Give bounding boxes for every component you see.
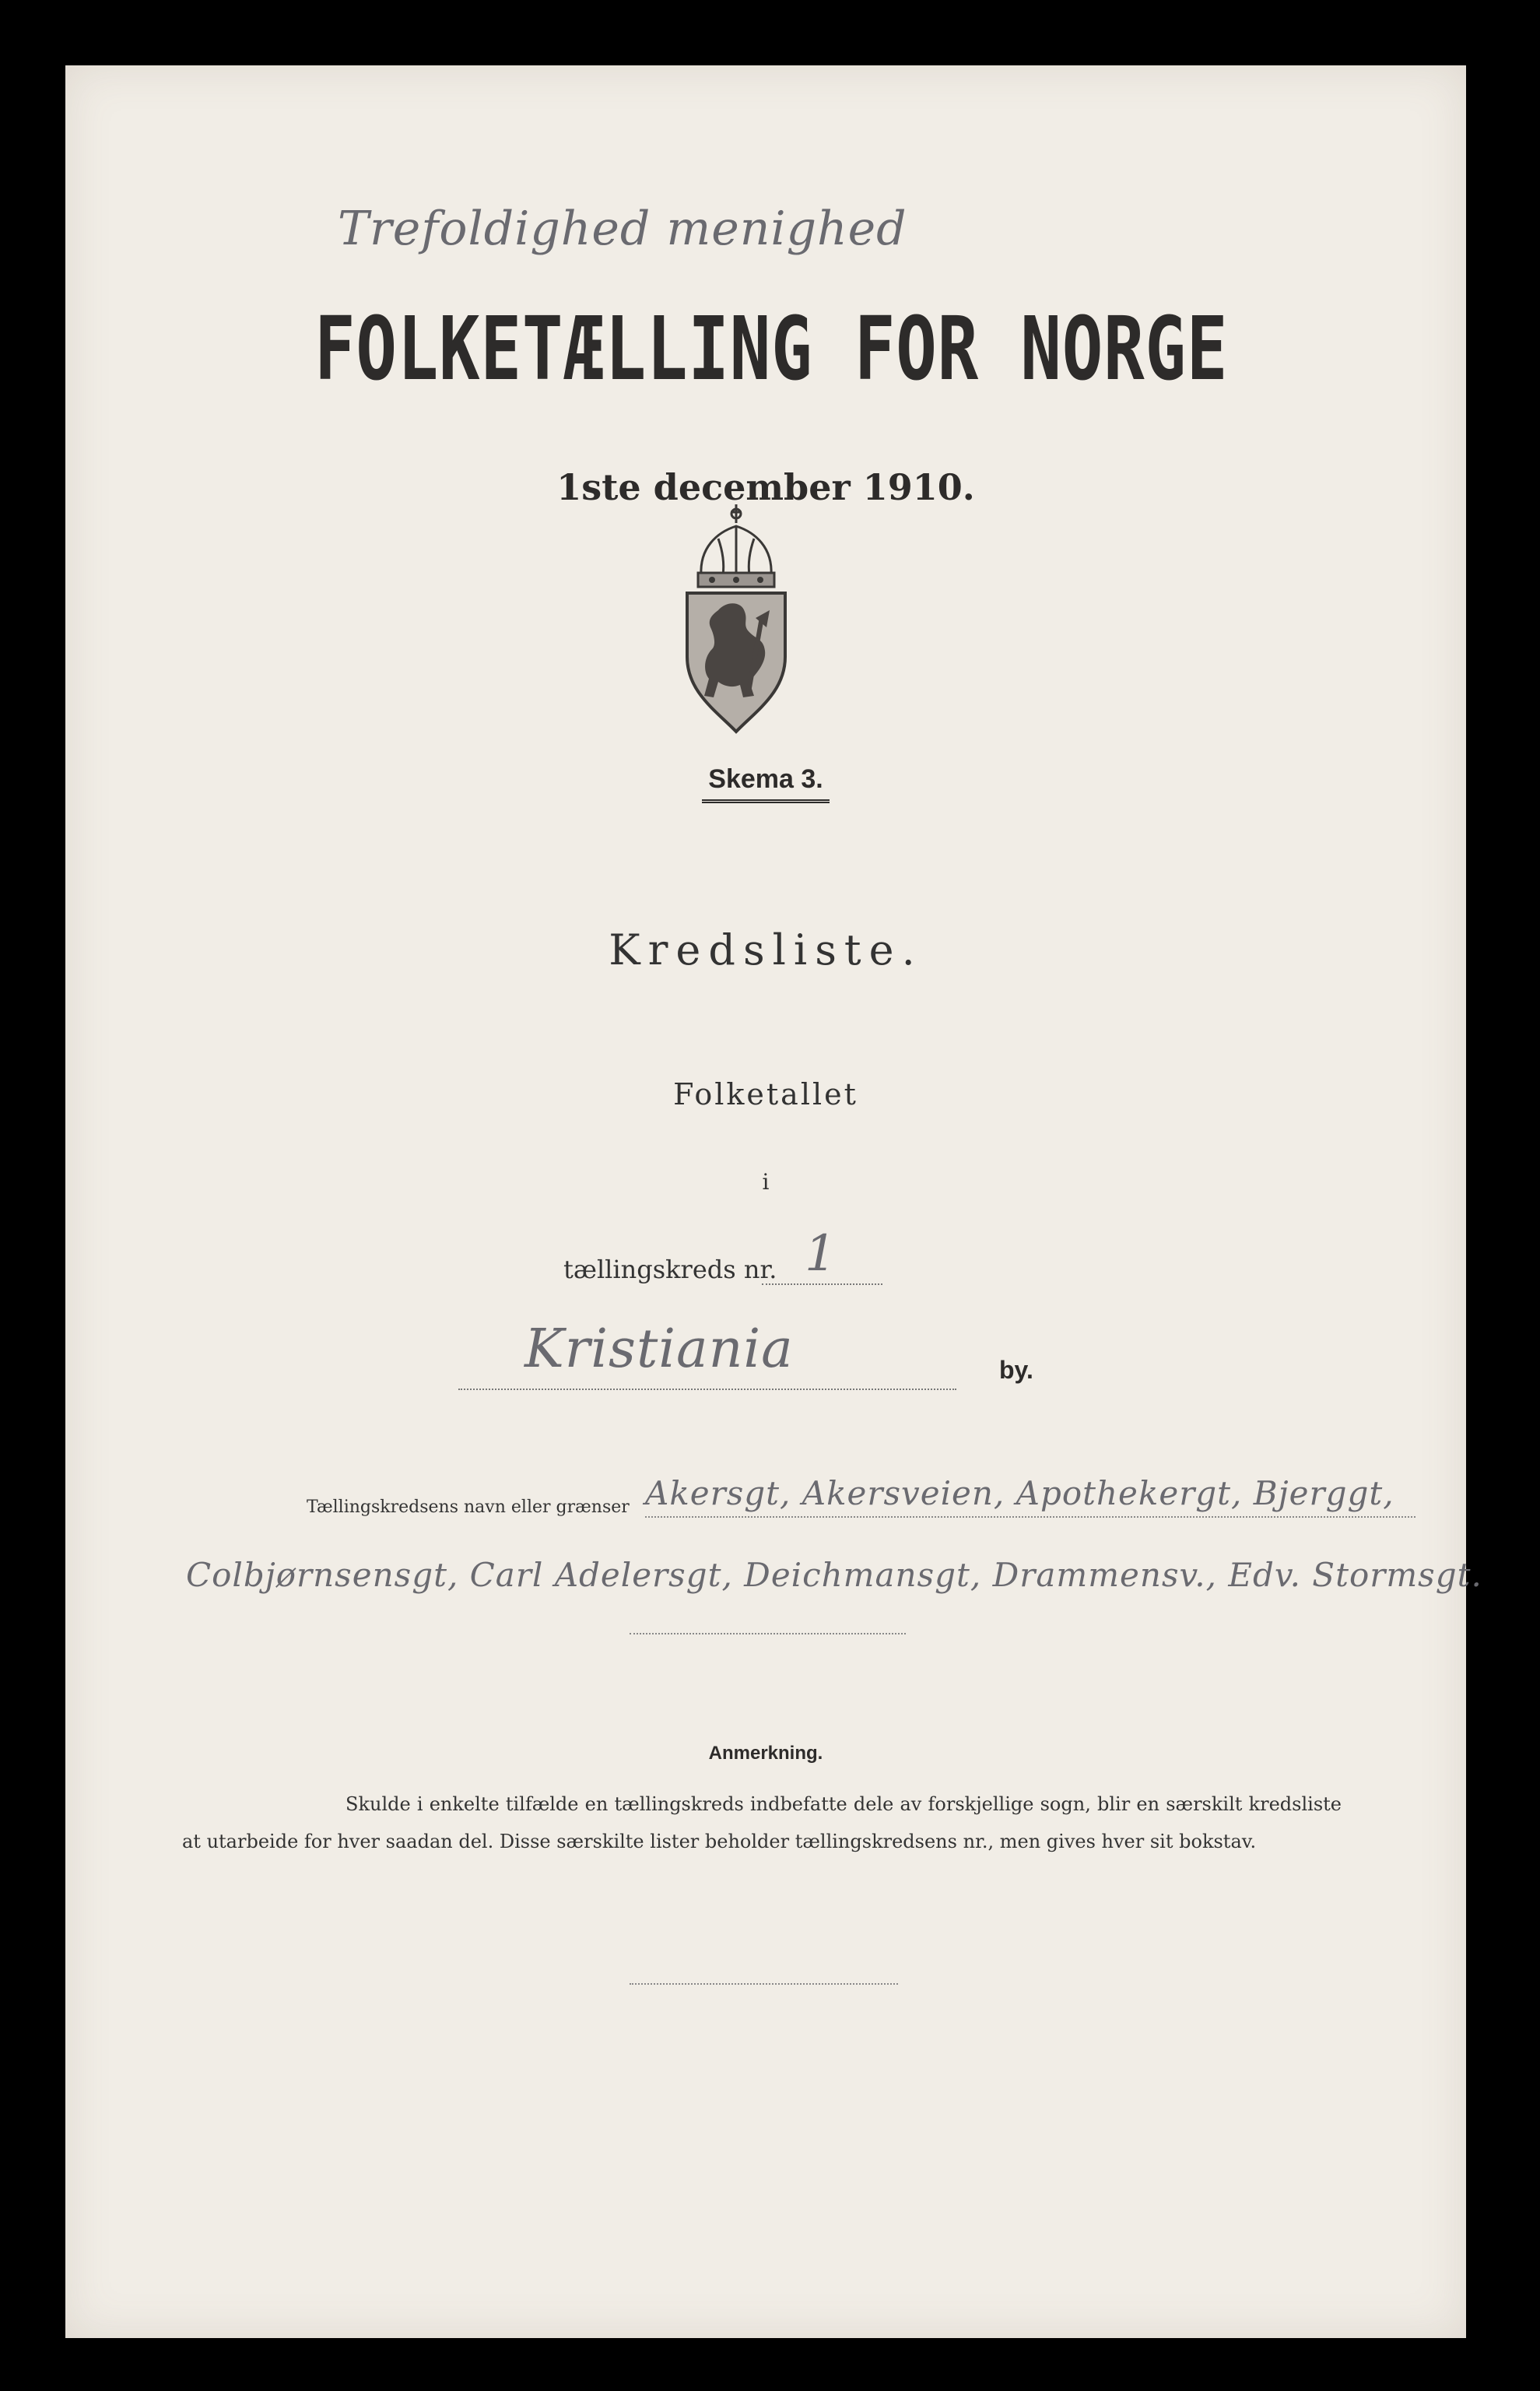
boundaries-label: Tællingskredsens navn eller grænser <box>307 1497 630 1517</box>
city-value: Kristiania <box>524 1318 794 1380</box>
schema-number <box>65 764 1466 803</box>
city-suffix: by. <box>999 1356 1033 1384</box>
remark-text: Skulde i enkelte tilfælde en tællingskreds indbefatte dele av forskjellige sogn, blir en særskilt kredsliste at utarbeide for hver saadan del. Disse særskilte lister beholder tællingskredsens nr., men gives hver sit bokstav. <box>182 1793 1342 1852</box>
kreds-number-value: 1 <box>805 1225 837 1283</box>
census-form-page <box>65 65 1482 2338</box>
handwritten-parish: Trefoldighed menighed <box>338 202 907 256</box>
kreds-number-label: tællingskreds nr. <box>563 1255 777 1284</box>
preposition: i <box>762 1169 770 1195</box>
form-heading: Kredsliste. <box>609 925 923 974</box>
boundaries-line-1 <box>645 1513 1415 1518</box>
remark-title: Anmerkning. <box>708 1743 823 1764</box>
form-subheading: Folketallet <box>673 1077 858 1111</box>
norwegian-coat-of-arms-icon <box>678 501 795 735</box>
boundaries-line-2 <box>630 1630 906 1634</box>
boundaries-value-2: Colbjørnsensgt, Carl Adelersgt, Deichmansgt, Drammensv., Edv. Stormsgt. <box>186 1556 1482 1594</box>
census-date: 1ste december 1910. <box>556 466 975 508</box>
end-line <box>630 1980 898 1985</box>
page-title: FOLKETÆLLING FOR NORGE <box>314 299 1229 400</box>
boundaries-value-1: Akersgt, Akersveien, Apothekergt, Bjerggt, <box>645 1474 1394 1512</box>
schema-label: Skema 3. <box>702 764 829 803</box>
